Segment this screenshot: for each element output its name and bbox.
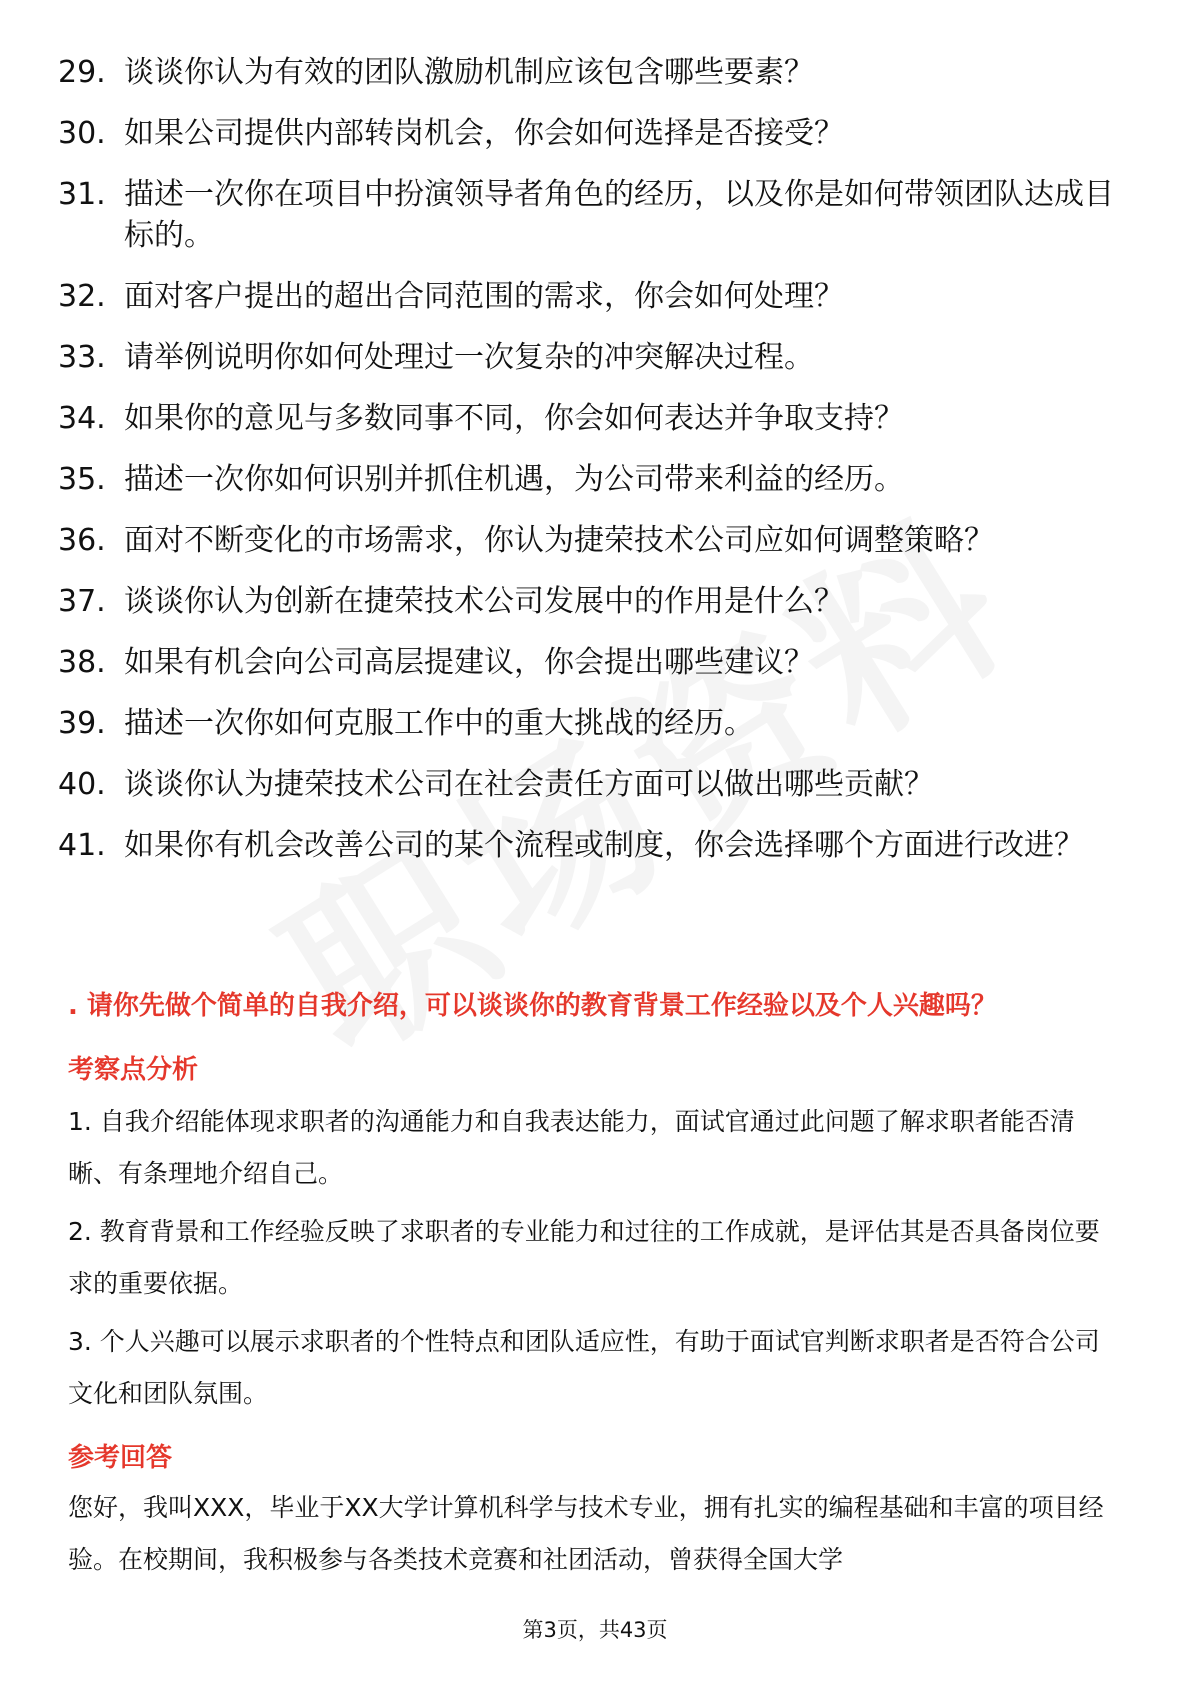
question-text: 如果你的意见与多数同事不同，你会如何表达并争取支持？ bbox=[124, 401, 904, 436]
question-number: 39. bbox=[58, 706, 106, 741]
question-number: 33. bbox=[58, 340, 106, 375]
question-text: 谈谈你认为有效的团队激励机制应该包含哪些要素？ bbox=[124, 55, 814, 90]
question-list bbox=[58, 52, 1118, 886]
question-number: 38. bbox=[58, 645, 106, 680]
question-text: 面对不断变化的市场需求，你认为捷荣技术公司应如何调整策略？ bbox=[124, 523, 994, 558]
question-item bbox=[58, 459, 1118, 500]
question-item bbox=[58, 276, 1118, 317]
question-text: 请举例说明你如何处理过一次复杂的冲突解决过程。 bbox=[124, 340, 814, 375]
question-number: 35. bbox=[58, 462, 106, 497]
question-item bbox=[58, 642, 1118, 683]
question-number: 29. bbox=[58, 55, 106, 90]
analysis-point: 2. 教育背景和工作经验反映了求职者的专业能力和过往的工作成就，是评估其是否具备岗位要求的重要依据。 bbox=[68, 1217, 1100, 1298]
question-item bbox=[58, 825, 1118, 866]
analysis-heading: 考察点分析 bbox=[68, 1055, 199, 1085]
question-number: 32. bbox=[58, 279, 106, 314]
analysis-point: 1. 自我介绍能体现求职者的沟通能力和自我表达能力，面试官通过此问题了解求职者能否清晰、有条理地介绍自己。 bbox=[68, 1107, 1075, 1188]
question-text: 如果公司提供内部转岗机会，你会如何选择是否接受？ bbox=[124, 116, 844, 151]
question-text: 谈谈你认为创新在捷荣技术公司发展中的作用是什么？ bbox=[124, 584, 844, 619]
reference-section bbox=[68, 1440, 1118, 1592]
question-text: 描述一次你在项目中扮演领导者角色的经历，以及你是如何带领团队达成目标的。 bbox=[124, 177, 1114, 253]
question-text: 谈谈你认为捷荣技术公司在社会责任方面可以做出哪些贡献？ bbox=[124, 767, 934, 802]
question-item bbox=[58, 174, 1118, 256]
question-number: 37. bbox=[58, 584, 106, 619]
question-text: 如果有机会向公司高层提建议，你会提出哪些建议？ bbox=[124, 645, 814, 680]
analysis-point: 3. 个人兴趣可以展示求职者的个性特点和团队适应性，有助于面试官判断求职者是否符合公司文化和团队氛围。 bbox=[68, 1327, 1100, 1408]
question-item bbox=[58, 337, 1118, 378]
question-item bbox=[58, 398, 1118, 439]
question-item bbox=[58, 520, 1118, 561]
question-number: 41. bbox=[58, 828, 106, 863]
question-item bbox=[58, 52, 1118, 93]
question-item bbox=[58, 764, 1118, 805]
question-item bbox=[58, 703, 1118, 744]
reference-heading: 参考回答 bbox=[68, 1443, 173, 1473]
question-text: 描述一次你如何识别并抓住机遇，为公司带来利益的经历。 bbox=[124, 462, 904, 497]
question-number: 31. bbox=[58, 177, 106, 212]
question-text: 面对客户提出的超出合同范围的需求，你会如何处理？ bbox=[124, 279, 844, 314]
featured-question: . 请你先做个简单的自我介绍，可以谈谈你的教育背景工作经验以及个人兴趣吗？ bbox=[68, 991, 997, 1021]
question-number: 34. bbox=[58, 401, 106, 436]
reference-answer: 您好，我叫XXX，毕业于XX大学计算机科学与技术专业，拥有扎实的编程基础和丰富的项目经验。在校期间，我积极参与各类技术竞赛和社团活动，曾获得全国大学 bbox=[68, 1493, 1104, 1574]
question-number: 40. bbox=[58, 767, 106, 802]
question-item bbox=[58, 581, 1118, 622]
question-text: 如果你有机会改善公司的某个流程或制度，你会选择哪个方面进行改进？ bbox=[124, 828, 1084, 863]
featured-question-section bbox=[68, 988, 1118, 1024]
question-item bbox=[58, 113, 1118, 154]
question-text: 描述一次你如何克服工作中的重大挑战的经历。 bbox=[124, 706, 754, 741]
analysis-section bbox=[68, 1052, 1118, 1426]
question-number: 30. bbox=[58, 116, 106, 151]
page-footer: 第3页，共43页 bbox=[522, 1618, 668, 1642]
question-number: 36. bbox=[58, 523, 106, 558]
